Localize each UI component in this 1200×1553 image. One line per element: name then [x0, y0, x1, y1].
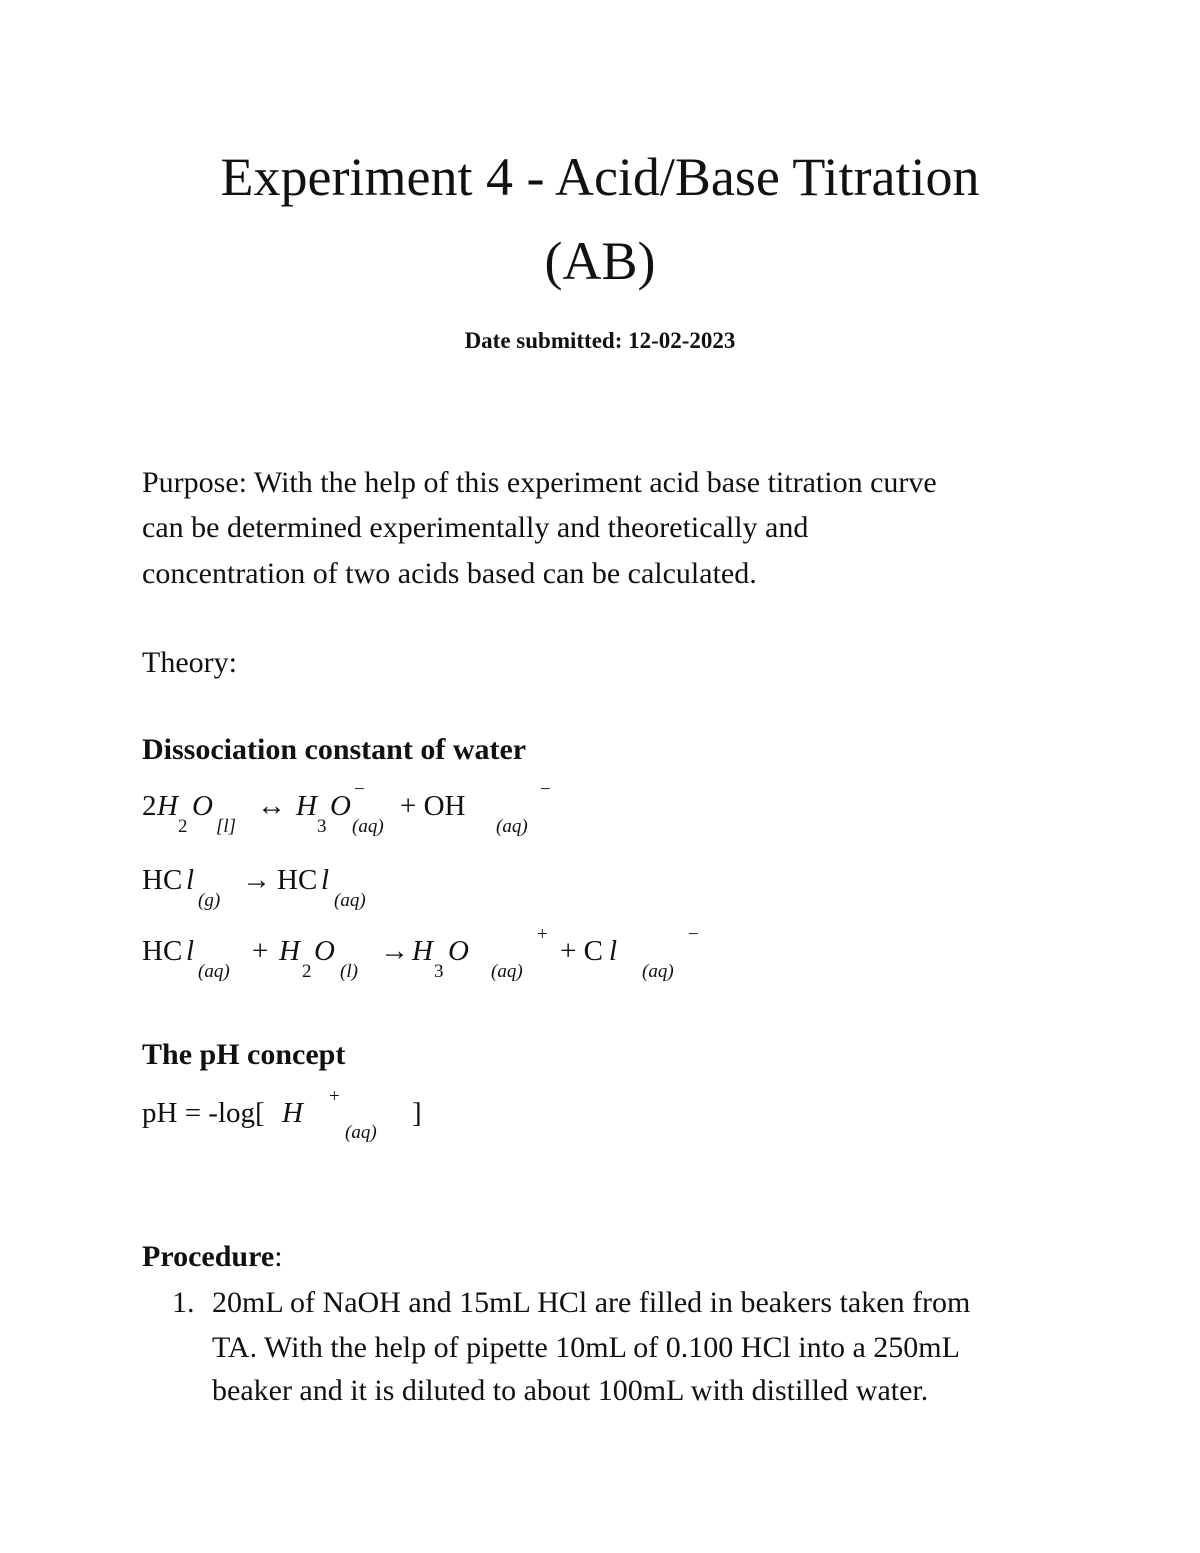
procedure-colon: :	[274, 1240, 283, 1273]
eq1-hydrogen: H	[157, 790, 178, 822]
eq2-aqueous-state: (aq)	[334, 890, 366, 911]
eq1-hydroxide: + OH	[400, 790, 466, 822]
eq3-l: l	[186, 935, 195, 967]
eq3-hcl-state: (aq)	[198, 961, 230, 982]
date-submitted: Date submitted: 12-02-2023	[464, 328, 736, 353]
procedure-step-1-number: 1.	[172, 1286, 195, 1319]
eq2-l-product: l	[321, 864, 330, 896]
water-dissociation-heading: Dissociation constant of water	[142, 733, 527, 766]
procedure-label: Procedure	[142, 1240, 275, 1273]
ph-equation	[142, 1086, 1042, 1159]
eq3-hydronium-h: H	[412, 935, 433, 967]
eq2-gas-state: (g)	[198, 890, 221, 911]
ph-concept-heading: The pH concept	[142, 1038, 346, 1071]
water-dissociation-equation	[142, 779, 1042, 852]
procedure-step-1-line-1: 20mL of NaOH and 15mL HCl are filled in beakers taken from	[212, 1286, 971, 1319]
eq3-hydronium-o: O	[448, 935, 469, 967]
document-title-line-1: Experiment 4 - Acid/Base Titration	[220, 147, 980, 207]
eq3-water-o: O	[314, 935, 335, 967]
eq3-chloride-state: (aq)	[642, 961, 674, 982]
ph-eq-state: (aq)	[345, 1122, 377, 1143]
eq1-hydronium-charge: −	[354, 779, 365, 800]
ph-eq-lhs: pH = -log[	[142, 1097, 265, 1129]
purpose-line-2: can be determined experimentally and theoretically and	[142, 511, 809, 544]
eq1-oxygen: O	[192, 790, 213, 822]
eq2-hc-product: HC	[277, 864, 318, 896]
eq1-hydronium-h: H	[296, 790, 317, 822]
eq3-water-h: H	[279, 935, 300, 967]
hcl-ionization-equation	[142, 924, 1042, 997]
eq1-hydronium-subscript: 3	[317, 816, 327, 837]
eq3-water-subscript: 2	[302, 961, 312, 982]
eq3-plus: +	[252, 935, 269, 967]
eq2-hc: HC	[142, 864, 183, 896]
procedure-step-1-line-2: TA. With the help of pipette 10mL of 0.100 HCl into a 250mL	[212, 1331, 960, 1364]
eq1-hydroxide-charge: −	[540, 779, 551, 800]
eq2-l: l	[186, 864, 195, 896]
eq1-hydrogen-subscript: 2	[178, 816, 188, 837]
eq1-hydronium-state: (aq)	[352, 816, 384, 837]
eq1-oxygen-state: [l]	[216, 816, 237, 837]
eq3-chloride-charge: −	[688, 924, 699, 945]
eq1-hydronium-o: O	[330, 790, 351, 822]
eq3-water-state: (l)	[340, 961, 358, 982]
ph-eq-hydrogen: H	[282, 1097, 303, 1129]
ph-eq-close-bracket: ]	[412, 1097, 422, 1129]
purpose-line-3: concentration of two acids based can be calculated.	[142, 557, 757, 590]
document-title-line-2: (AB)	[544, 231, 656, 291]
eq3-hydronium-state: (aq)	[491, 961, 523, 982]
eq3-chloride-l: l	[609, 935, 618, 967]
eq3-chloride: + C	[560, 935, 603, 967]
hcl-dissolution-equation	[142, 866, 1042, 926]
eq2-arrow: →	[242, 864, 271, 896]
eq1-hydroxide-state: (aq)	[496, 816, 528, 837]
theory-label: Theory:	[142, 646, 237, 679]
eq1-coefficient: 2	[142, 790, 157, 822]
eq1-arrow: ↔	[257, 790, 286, 822]
procedure-step-1-line-3: beaker and it is diluted to about 100mL with distilled water.	[212, 1374, 929, 1407]
ph-eq-charge: +	[329, 1086, 340, 1107]
eq3-hydronium-charge: +	[537, 924, 548, 945]
eq3-hydronium-subscript: 3	[434, 961, 444, 982]
purpose-line-1: Purpose: With the help of this experiment acid base titration curve	[142, 466, 937, 499]
procedure-heading	[142, 1242, 283, 1272]
eq3-arrow: →	[380, 935, 409, 967]
eq3-hc: HC	[142, 935, 183, 967]
